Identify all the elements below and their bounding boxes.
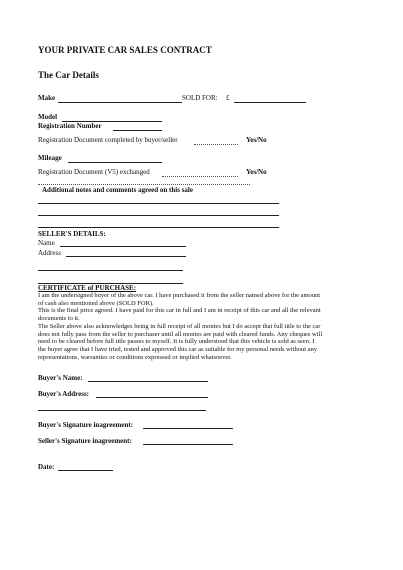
seller-name-field[interactable] — [60, 246, 186, 247]
sellers-signature-field[interactable] — [143, 444, 233, 445]
certificate-line: does not fully pass from the seller to purchaser until all monies are paid with cleared funds. Any cheques will — [38, 330, 323, 338]
notes-line-2[interactable] — [38, 215, 279, 216]
sold-for-field[interactable] — [234, 102, 306, 103]
buyers-address-label: Buyer's Address: — [38, 390, 90, 398]
reg-doc-completed-dots — [194, 144, 238, 145]
reg-doc-completed-yes-no[interactable]: Yes/No — [246, 136, 267, 144]
certificate-text — [38, 292, 368, 361]
notes-line-1[interactable] — [38, 203, 279, 204]
make-label: Make — [38, 94, 56, 102]
sellers-signature-label: Seller's Signature inagreement: — [38, 437, 132, 445]
make-field[interactable] — [58, 102, 182, 103]
date-label: Date: — [38, 463, 55, 471]
seller-address-label: Address — [38, 249, 61, 257]
mileage-field[interactable] — [68, 162, 162, 163]
reg-doc-exchanged-dots — [162, 176, 238, 177]
additional-notes-label: Additional notes and comments agreed on this sale — [42, 186, 193, 194]
registration-number-label: Registration Number — [38, 122, 102, 130]
separator-dots — [38, 184, 250, 185]
buyers-name-field[interactable] — [88, 381, 208, 382]
reg-doc-exchanged-yes-no[interactable]: Yes/No — [246, 168, 267, 176]
certificate-line: of cash also mentioned above (SOLD FOR). — [38, 299, 154, 307]
buyers-address-line-2[interactable] — [38, 410, 206, 411]
certificate-line: documents to it. — [38, 315, 80, 323]
seller-address-line-2[interactable] — [38, 270, 183, 271]
notes-line-3[interactable] — [38, 227, 279, 228]
mileage-label: Mileage — [38, 154, 62, 162]
reg-doc-exchanged-label: Registration Document (V5) exchanged — [38, 168, 150, 176]
certificate-line: the buyer agree that I have tried, tested and approved this car as suitable for my personal needs without any — [38, 345, 318, 353]
certificate-line: representations, warranties or conditions expressed or implied whatsoever. — [38, 353, 232, 361]
seller-address-field[interactable] — [66, 256, 186, 257]
model-label: Model — [38, 113, 58, 121]
certificate-line: This is the final price agreed. I have paid for this car in full and I am in receipt of this car and all the relevant — [38, 307, 321, 315]
date-field[interactable] — [58, 470, 113, 471]
registration-number-field[interactable] — [113, 130, 162, 131]
buyers-address-field[interactable] — [96, 397, 208, 398]
sold-for-label: SOLD FOR: — [182, 94, 218, 102]
certificate-line: I am the undersigned buyer of the above car. I have purchased it from the seller named above for the amount — [38, 292, 321, 299]
currency-symbol: £ — [226, 94, 230, 102]
buyers-signature-label: Buyer's Signature inagreement: — [38, 421, 134, 429]
reg-doc-completed-label: Registration Document completed by buyer/seller — [38, 136, 178, 144]
sellers-details-heading: SELLER'S DETAILS: — [38, 230, 106, 238]
car-details-heading: The Car Details — [38, 70, 99, 80]
document-title: YOUR PRIVATE CAR SALES CONTRACT — [38, 45, 212, 55]
seller-name-label: Name — [38, 239, 55, 247]
certificate-line: need to be cleared before full title passes to myself. It is fully understood that this vehicle is sold as seen. I — [38, 338, 315, 346]
buyers-signature-field[interactable] — [143, 428, 233, 429]
certificate-heading: CERTIFICATE of PURCHASE: — [38, 284, 137, 292]
certificate-line: The Seller above also acknowledges being in full receipt of all monies but I do accept that full title to the car — [38, 322, 321, 330]
buyers-name-label: Buyer's Name: — [38, 374, 83, 382]
